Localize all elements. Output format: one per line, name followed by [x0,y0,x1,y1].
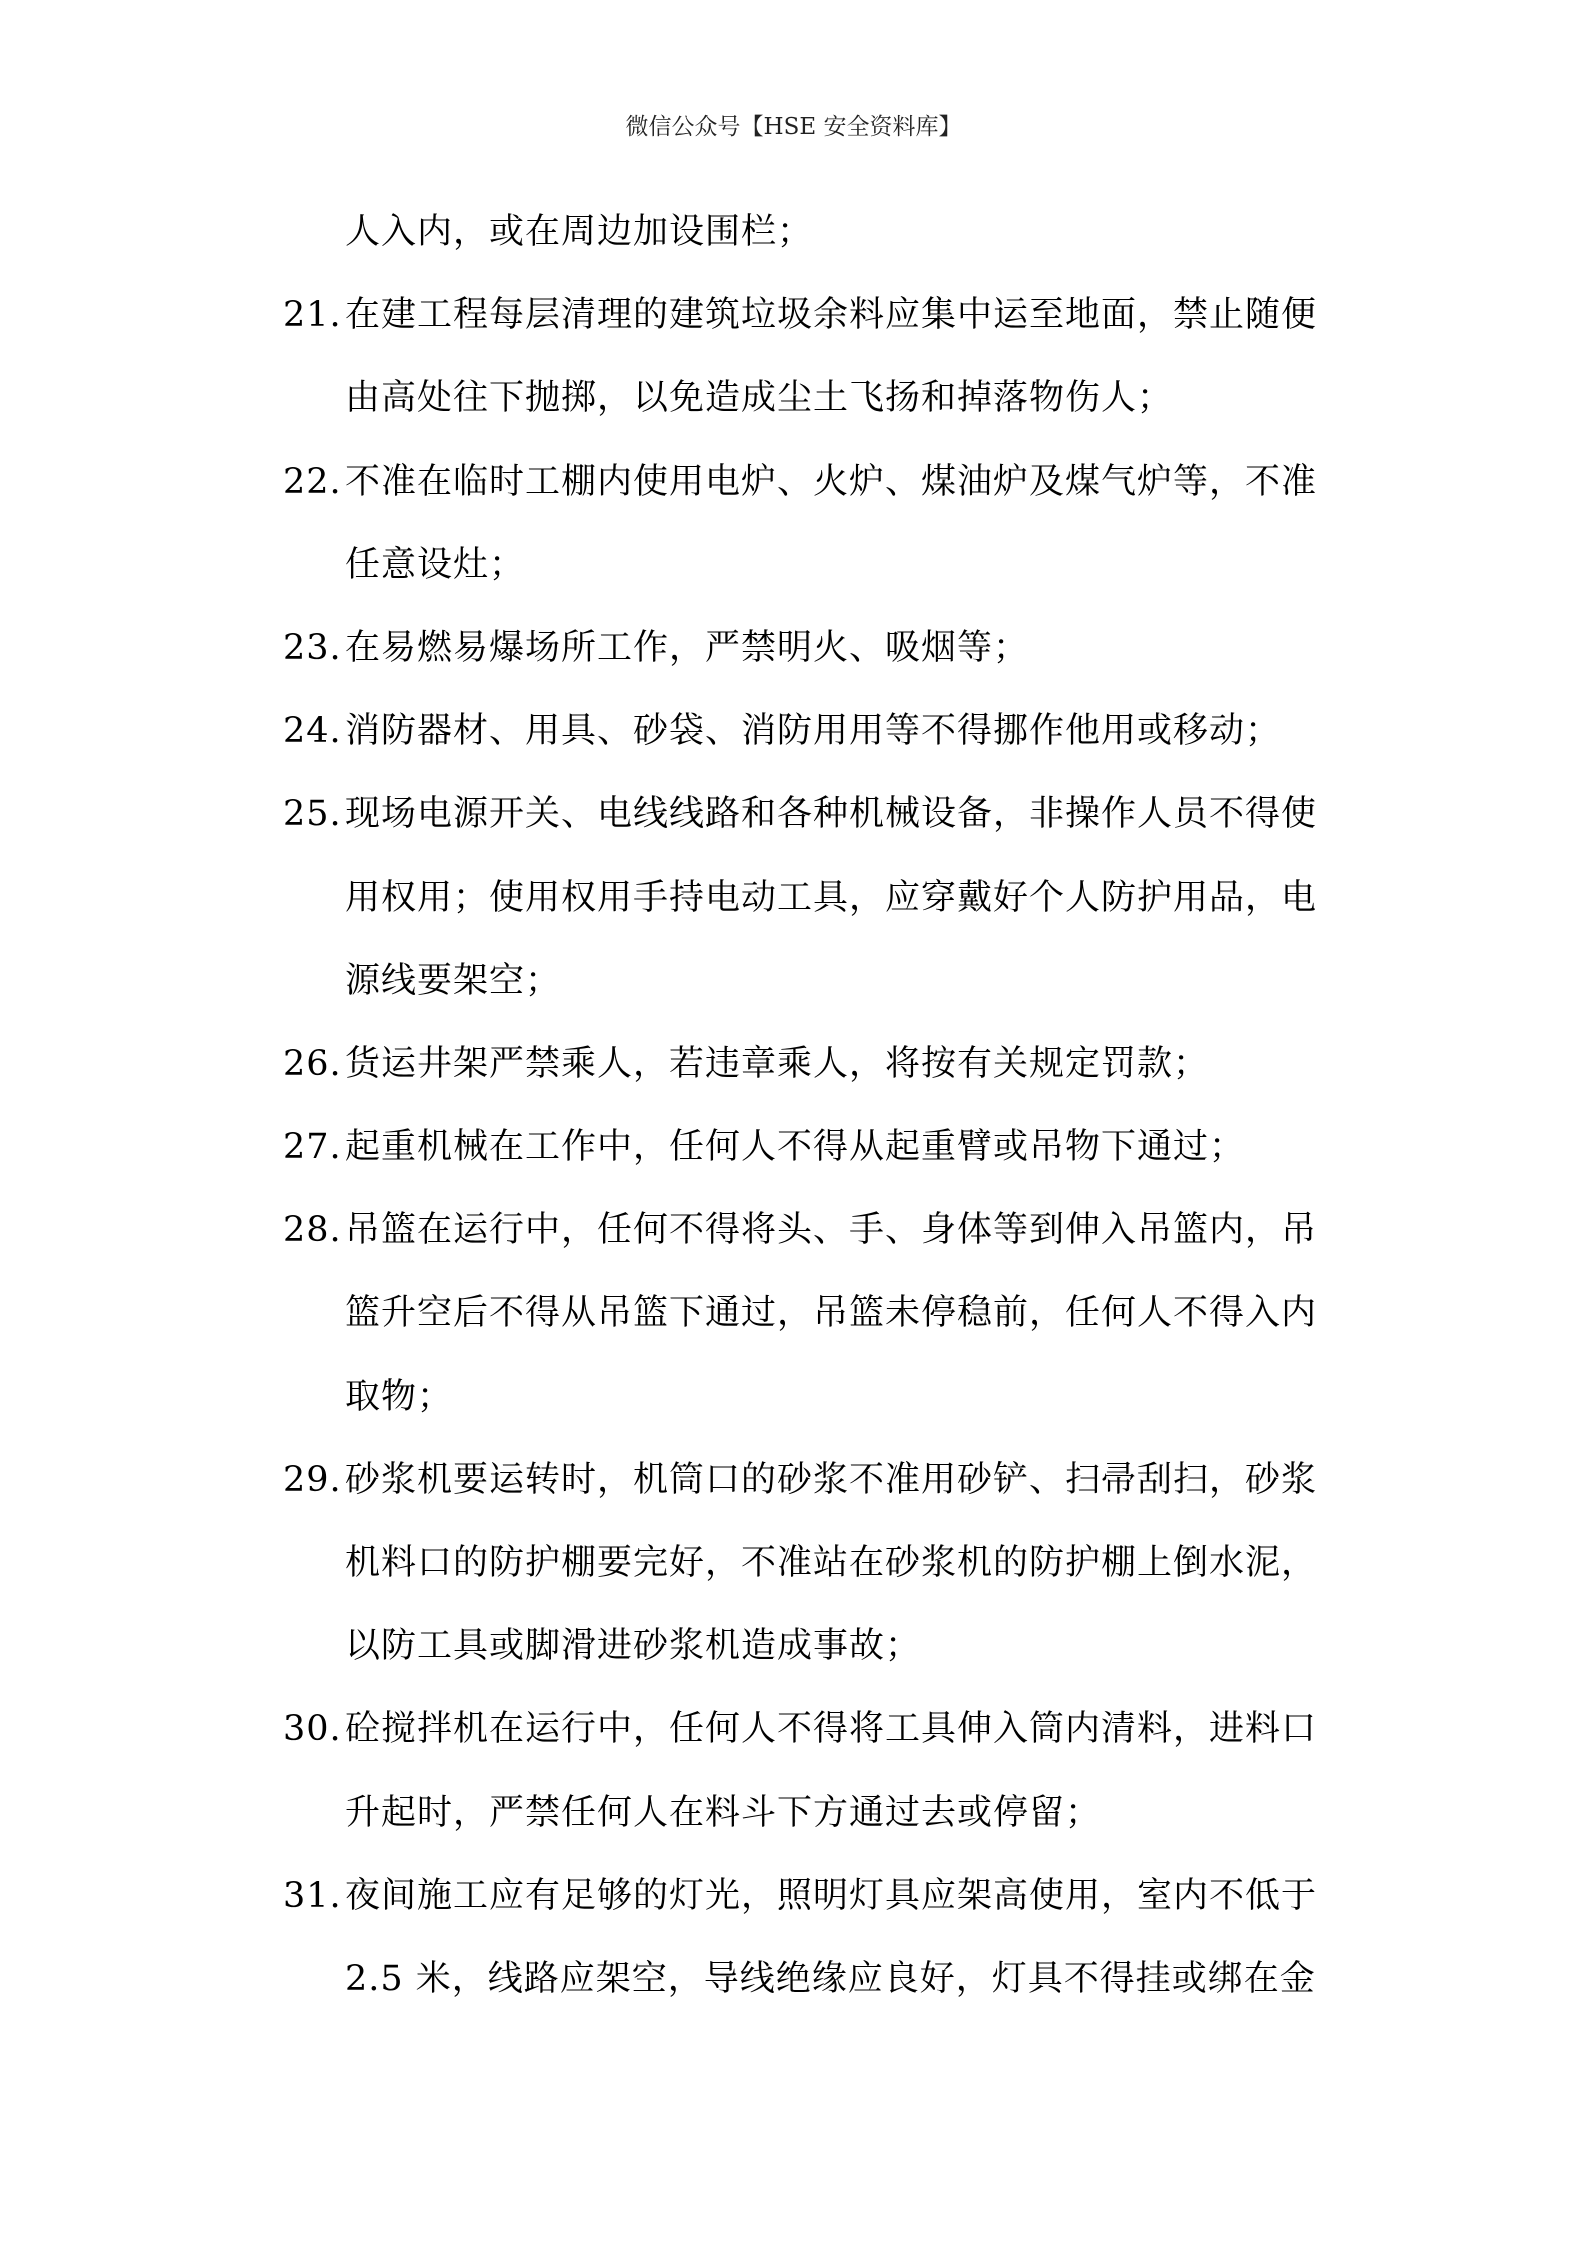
line-text: 人入内，或在周边加设围栏； [345,212,814,252]
item-number: 24. [283,711,342,752]
line-text: 货运井架严禁乘人，若违章乘人，将按有关规定罚款； [345,1043,1210,1084]
item-number: 27. [283,1127,342,1168]
text-line [283,951,1343,1034]
list-item-25 [283,784,1343,867]
line-text: 取物； [345,1376,454,1417]
line-text: 在建工程每层清理的建筑垃圾余料应集中运至地面，禁止随便 [345,295,1318,336]
text-line [283,1616,1343,1699]
page-header: 微信公众号【HSE 安全资料库】 [625,114,962,140]
item-number: 22. [283,461,342,502]
list-item-27 [283,1117,1343,1200]
line-text: 消防器材、用具、砂袋、消防用用等不得挪作他用或移动； [345,711,1282,752]
list-item-30 [283,1699,1343,1782]
text-line [283,1949,1343,2032]
item-number: 23. [283,627,342,668]
line-text: 不准在临时工棚内使用电炉、火炉、煤油炉及煤气炉等，不准 [345,461,1318,502]
line-text: 任意设灶； [345,544,526,585]
line-text: 以防工具或脚滑进砂浆机造成事故； [345,1626,922,1667]
list-item-22 [283,452,1343,535]
line-text: 篮升空后不得从吊篮下通过，吊篮未停稳前，任何人不得入内 [345,1293,1318,1334]
line-text: 现场电源开关、电线线路和各种机械设备，非操作人员不得使 [345,794,1318,835]
item-number: 26. [283,1043,342,1084]
line-text: 起重机械在工作中，任何人不得从起重臂或吊物下通过； [345,1127,1246,1168]
list-item-24 [283,701,1343,784]
list-item-23 [283,618,1343,701]
list-item-28 [283,1200,1343,1283]
item-number: 29. [283,1459,342,1500]
line-text: 在易燃易爆场所工作，严禁明火、吸烟等； [345,627,1030,668]
line-text: 2.5 米，线路应架空，导线绝缘应良好，灯具不得挂或绑在金 [345,1958,1316,1999]
text-line [283,202,1343,285]
item-number: 21. [283,295,342,336]
text-line [283,1783,1343,1866]
item-number: 28. [283,1210,342,1251]
line-text: 机料口的防护棚要完好，不准站在砂浆机的防护棚上倒水泥， [345,1543,1318,1583]
item-number: 25. [283,794,342,835]
list-item-29 [283,1450,1343,1533]
line-text: 由高处往下抛掷，以免造成尘土飞扬和掉落物伤人； [345,378,1174,419]
text-line [283,368,1343,451]
list-item-21 [283,285,1343,368]
list-item-31 [283,1866,1343,1949]
line-text: 砼搅拌机在运行中，任何人不得将工具伸入筒内清料，进料口 [345,1709,1318,1750]
text-line [283,868,1343,951]
item-number: 31. [283,1875,342,1916]
text-line [283,1533,1343,1616]
list-item-26 [283,1034,1343,1117]
document-body [283,202,1343,2032]
text-line [283,1283,1343,1366]
line-text: 吊篮在运行中，任何不得将头、手、身体等到伸入吊篮内，吊 [345,1210,1318,1251]
line-text: 夜间施工应有足够的灯光，照明灯具应架高使用，室内不低于 [345,1875,1318,1916]
line-text: 用权用；使用权用手持电动工具，应穿戴好个人防护用品，电 [345,877,1318,918]
text-line [283,535,1343,618]
line-text: 源线要架空； [345,960,562,1001]
text-line [283,1367,1343,1450]
item-number: 30. [283,1709,342,1750]
line-text: 升起时，严禁任何人在料斗下方通过去或停留； [345,1792,1102,1833]
line-text: 砂浆机要运转时，机筒口的砂浆不准用砂铲、扫帚刮扫，砂浆 [345,1459,1318,1500]
